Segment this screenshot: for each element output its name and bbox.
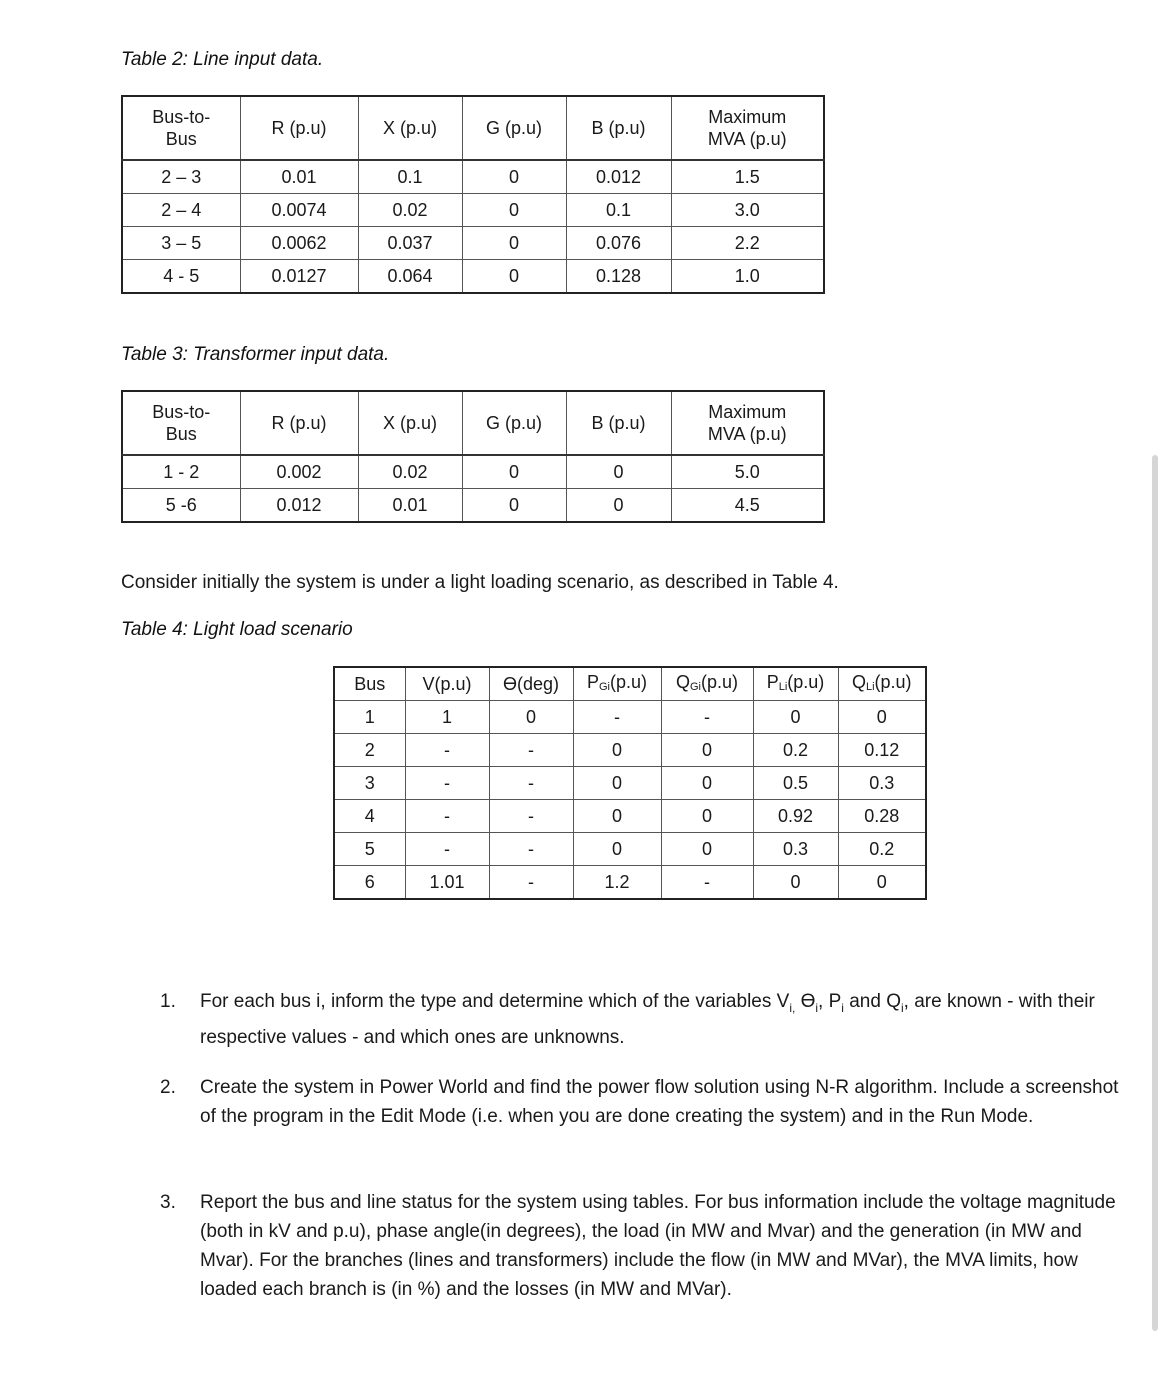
cell: 0 — [462, 194, 566, 227]
col-pg: $P_{Gi}(p.u)$ — [573, 667, 661, 701]
col-b: B (p.u) — [566, 96, 671, 160]
cell: 0 — [573, 734, 661, 767]
question-text: Report the bus and line status for the system using tables. For bus information include the voltage magnitude (both in kV and p.u), phase angle(in degrees), the load (in MW and Mvar) and the generation (in MW and Mvar). For the branches (lines and transformers) include the flow (in MW and MVar), the MVA limits, how loaded each branch is (in %) and the losses (in MW and MVar). — [200, 1192, 1116, 1300]
col-r: R (p.u) — [240, 96, 358, 160]
cell: - — [661, 701, 753, 734]
col-r: R (p.u) — [240, 391, 358, 455]
cell: 0 — [661, 833, 753, 866]
table-header-row — [122, 391, 824, 455]
question-text: Create the system in Power World and find the power flow solution using N-R algorithm. Include a screenshot of the program in the Edit Mode (i.e. when you are done creating the system) and in the Run Mode. — [200, 1077, 1119, 1127]
cell: 0.064 — [358, 260, 462, 294]
cell: 0 — [462, 455, 566, 489]
col-max-mva: Maximum MVA (p.u) — [671, 391, 824, 455]
cell: 6 — [334, 866, 405, 900]
cell: 2 — [334, 734, 405, 767]
question-number: 3. — [160, 1192, 176, 1213]
col-theta: ϴ(deg) — [489, 667, 573, 701]
cell: 3 — [334, 767, 405, 800]
cell: 5 -6 — [122, 489, 240, 523]
cell: 0.0074 — [240, 194, 358, 227]
table-row — [334, 833, 926, 866]
intro-paragraph: Consider initially the system is under a light loading scenario, as described in Table 4. — [121, 572, 839, 593]
col-x: X (p.u) — [358, 391, 462, 455]
table-row — [122, 227, 824, 260]
cell: - — [405, 734, 489, 767]
col-bus-to-bus: Bus-to- Bus — [122, 96, 240, 160]
cell: 3.0 — [671, 194, 824, 227]
cell: 1.0 — [671, 260, 824, 294]
cell: 0 — [753, 701, 838, 734]
cell: - — [661, 866, 753, 900]
cell: 0.3 — [753, 833, 838, 866]
cell: 0.5 — [753, 767, 838, 800]
cell: 1.5 — [671, 160, 824, 194]
cell: 0.0062 — [240, 227, 358, 260]
table-row — [122, 194, 824, 227]
cell: 0.28 — [838, 800, 926, 833]
cell: 0.002 — [240, 455, 358, 489]
table-row — [334, 767, 926, 800]
cell: 5.0 — [671, 455, 824, 489]
cell: 0 — [661, 767, 753, 800]
cell: - — [489, 866, 573, 900]
cell: 0.0127 — [240, 260, 358, 294]
col-g: G (p.u) — [462, 96, 566, 160]
cell: 0 — [573, 833, 661, 866]
table4-caption: Table 4: Light load scenario — [121, 619, 353, 640]
cell: 5 — [334, 833, 405, 866]
cell: - — [405, 767, 489, 800]
table2-caption: Table 2: Line input data. — [121, 49, 324, 70]
col-max-mva: Maximum MVA (p.u) — [671, 96, 824, 160]
cell: 4.5 — [671, 489, 824, 523]
cell: 1 - 2 — [122, 455, 240, 489]
table-row — [334, 800, 926, 833]
cell: 0.01 — [240, 160, 358, 194]
cell: 4 - 5 — [122, 260, 240, 294]
cell: - — [405, 833, 489, 866]
table-row — [334, 866, 926, 900]
col-bus-to-bus: Bus-to- Bus — [122, 391, 240, 455]
cell: 0.1 — [566, 194, 671, 227]
table-row — [334, 701, 926, 734]
cell: 0 — [838, 866, 926, 900]
cell: 0.128 — [566, 260, 671, 294]
cell: 0.037 — [358, 227, 462, 260]
cell: 2.2 — [671, 227, 824, 260]
question-text: For each bus i, inform the type and determine which of the variables $V_{i,}$ $ϴ_i$, $P_i$ and $Q_i$, are known - with their respective values - and which ones are unknowns. — [200, 991, 1095, 1048]
cell: 2 – 3 — [122, 160, 240, 194]
cell: 0 — [462, 489, 566, 523]
cell: 0 — [462, 227, 566, 260]
cell: 1.01 — [405, 866, 489, 900]
cell: 0.076 — [566, 227, 671, 260]
col-bus: Bus — [334, 667, 405, 701]
cell: 0 — [462, 260, 566, 294]
cell: - — [489, 833, 573, 866]
cell: 0 — [661, 734, 753, 767]
cell: - — [405, 800, 489, 833]
cell: 1 — [334, 701, 405, 734]
cell: - — [573, 701, 661, 734]
cell: 0 — [566, 489, 671, 523]
cell: 0 — [566, 455, 671, 489]
cell: 0 — [661, 800, 753, 833]
col-ql: $Q_{Li}(p.u)$ — [838, 667, 926, 701]
cell: 3 – 5 — [122, 227, 240, 260]
cell: 1 — [405, 701, 489, 734]
cell: 0.1 — [358, 160, 462, 194]
table-header-row — [122, 96, 824, 160]
col-pl: $P_{Li}(p.u)$ — [753, 667, 838, 701]
table3-caption: Table 3: Transformer input data. — [121, 344, 390, 365]
col-g: G (p.u) — [462, 391, 566, 455]
cell: 0.012 — [240, 489, 358, 523]
cell: - — [489, 800, 573, 833]
table-row — [122, 260, 824, 294]
transformer-input-table — [121, 390, 825, 523]
col-b: B (p.u) — [566, 391, 671, 455]
cell: 2 – 4 — [122, 194, 240, 227]
line-input-table — [121, 95, 825, 294]
col-x: X (p.u) — [358, 96, 462, 160]
cell: 0.01 — [358, 489, 462, 523]
col-v: V(p.u) — [405, 667, 489, 701]
cell: 0.2 — [838, 833, 926, 866]
cell: 4 — [334, 800, 405, 833]
col-qg: $Q_{Gi}(p.u)$ — [661, 667, 753, 701]
cell: 0 — [462, 160, 566, 194]
light-load-table — [333, 666, 927, 900]
cell: 0.2 — [753, 734, 838, 767]
table-row — [122, 160, 824, 194]
table-header-row — [334, 667, 926, 701]
table-row — [334, 734, 926, 767]
cell: 0 — [753, 866, 838, 900]
cell: 0.012 — [566, 160, 671, 194]
cell: 1.2 — [573, 866, 661, 900]
cell: - — [489, 734, 573, 767]
table-row — [122, 455, 824, 489]
cell: 0 — [489, 701, 573, 734]
cell: 0 — [573, 800, 661, 833]
cell: 0.12 — [838, 734, 926, 767]
cell: 0 — [838, 701, 926, 734]
cell: - — [489, 767, 573, 800]
cell: 0.02 — [358, 194, 462, 227]
cell: 0.3 — [838, 767, 926, 800]
table-row — [122, 489, 824, 523]
cell: 0 — [573, 767, 661, 800]
question-number: 2. — [160, 1077, 176, 1098]
cell: 0.92 — [753, 800, 838, 833]
question-number: 1. — [160, 991, 176, 1012]
cell: 0.02 — [358, 455, 462, 489]
vertical-scrollbar[interactable] — [1152, 455, 1158, 1331]
